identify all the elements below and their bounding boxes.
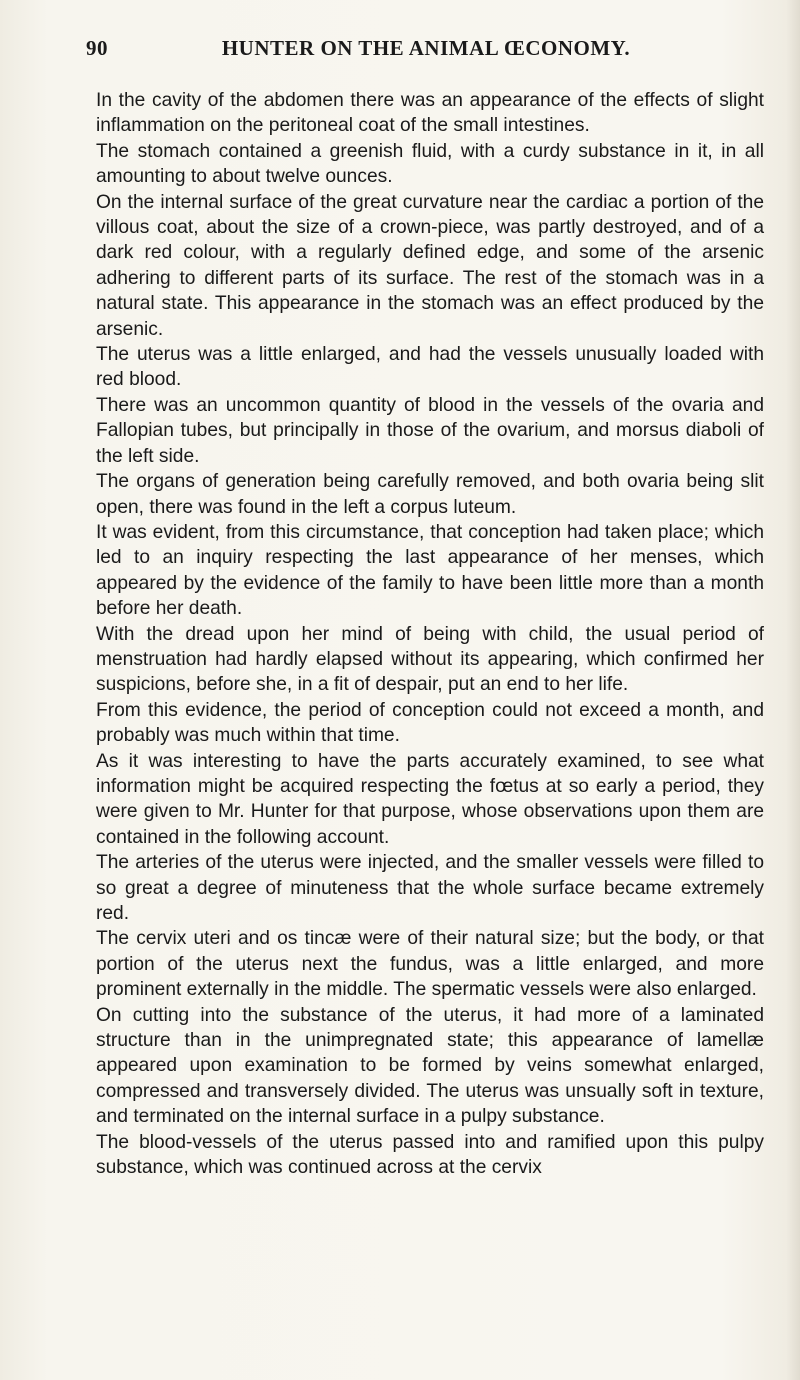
paragraph: As it was interesting to have the parts accurately examined, to see what information might be acquired respecting the fœtus at so early a period, they were given to Mr. Hunter for that purpose, whose observations upon them are contained in the following account.: [96, 750, 764, 848]
paragraph: The stomach contained a greenish fluid, with a curdy substance in it, in all amounting to about twelve ounces.: [96, 140, 764, 188]
paragraph: From this evidence, the period of conception could not exceed a month, and probably was much within that time.: [96, 699, 764, 747]
paragraph: There was an uncommon quantity of blood in the vessels of the ovaria and Fallopian tubes, but principally in those of the ovarium, and morsus diaboli of the left side.: [96, 394, 764, 467]
paragraph: It was evident, from this circumstance, that conception had taken place; which led to an inquiry respecting the last appearance of her menses, which appeared by the evidence of the family to have been little more than a month before her death.: [96, 521, 764, 620]
paragraph: The organs of generation being carefully removed, and both ovaria being slit open, there was found in the left a corpus luteum.: [96, 471, 764, 518]
paragraph: On cutting into the substance of the uterus, it had more of a laminated structure than in the unimpregnated state; this appearance of lamellæ appeared upon examination to be formed by veins somewhat enlarged, compressed and transversely divided. The uterus was unsually soft in texture, and terminated on the internal surface in a pulpy substance.: [96, 1004, 764, 1128]
body-text: [96, 88, 764, 1180]
running-head: HUNTER ON THE ANIMAL ŒCONOMY.: [221, 36, 631, 60]
paragraph: The cervix uteri and os tincæ were of their natural size; but the body, or that portion of the uterus next the fundus, was a little enlarged, and more prominent externally in the middle. The spermatic vessels were also enlarged.: [96, 928, 764, 1001]
page-header: [86, 36, 766, 64]
paragraph: The arteries of the uterus were injected, and the smaller vessels were filled to so great a degree of minuteness that the whole surface became extremely red.: [96, 852, 764, 924]
paragraph: The blood-vessels of the uterus passed into and ramified upon this pulpy substance, which was continued across at the cervix: [96, 1131, 764, 1179]
paragraph: On the internal surface of the great curvature near the cardiac a portion of the villous coat, about the size of a crown-piece, was partly destroyed, and of a dark red colour, with a regularly defined edge, and some of the arsenic adhering to different parts of its surface. The rest of the stomach was in a natural state. This appearance in the stomach was an effect produced by the arsenic.: [96, 191, 764, 340]
paragraph: The uterus was a little enlarged, and had the vessels unusually loaded with red blood.: [96, 344, 764, 391]
page-edge-shadow: [786, 0, 800, 1380]
paragraph: In the cavity of the abdomen there was an appearance of the effects of slight inflammation on the peritoneal coat of the small intestines.: [96, 90, 764, 137]
paragraph: With the dread upon her mind of being with child, the usual period of menstruation had hardly elapsed without its appearing, which confirmed her suspicions, before she, in a fit of despair, put an end to her life.: [96, 623, 764, 696]
page-number: 90: [86, 36, 108, 60]
